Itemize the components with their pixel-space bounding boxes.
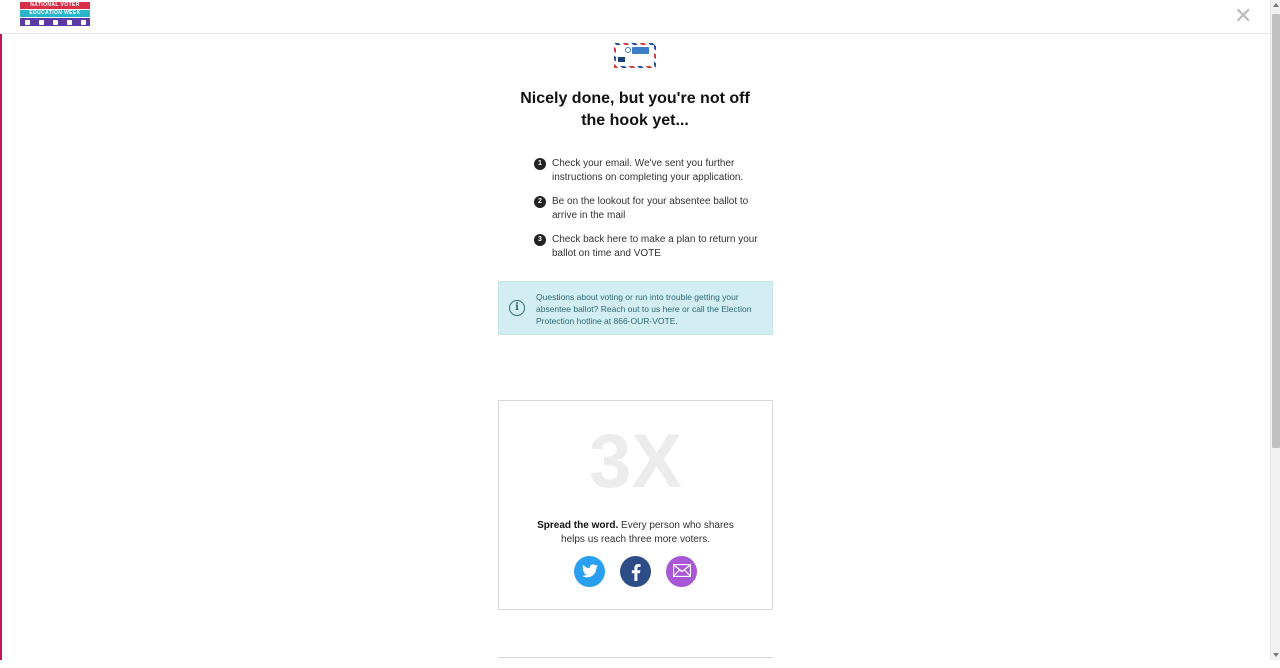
step-item [534,233,764,261]
help-info-text[interactable]: Questions about voting or run into trouble getting your absentee ballot? Reach out to us here or call the Election Protection hotline at 866-OUR-VOTE. [536,292,752,326]
step-item [534,157,764,185]
step-text: Check your email. We've sent you further instructions on completing your application. [552,158,744,183]
info-icon: i [509,300,525,316]
twitter-icon [582,564,598,578]
share-buttons [574,556,699,588]
share-message [527,519,744,547]
page-edge [0,0,2,660]
share-text: Every person who shares helps us reach three more voters. [561,520,734,545]
share-card [498,400,773,610]
share-multiplier: 3X [589,419,682,504]
facebook-share-button[interactable] [620,556,651,587]
step-number-badge: 1 [534,158,546,170]
scrollbar[interactable] [1270,0,1280,660]
next-card-top-edge [498,657,773,668]
step-text: Be on the lookout for your absentee ballot to arrive in the mail [552,196,749,221]
twitter-share-button[interactable] [574,556,605,587]
next-steps-list [534,157,764,271]
scrollbar-thumb[interactable] [1272,14,1280,448]
scroll-up-arrow-icon[interactable] [1273,3,1279,7]
email-share-button[interactable] [666,556,697,587]
step-item [534,195,764,223]
close-icon[interactable]: ✕ [1234,3,1253,28]
step-text: Check back here to make a plan to return your ballot on time and VOTE [552,234,758,259]
logo-icons [20,18,90,26]
page-title: Nicely done, but you're not off the hook yet... [520,90,750,129]
header [0,0,1270,34]
envelope-icon [614,43,656,68]
step-number-badge: 2 [534,196,546,208]
logo-line-1: NATIONAL VOTER [20,2,90,9]
logo-line-2: EDUCATION WEEK [20,10,90,17]
email-icon [673,564,691,577]
step-number-badge: 3 [534,234,546,246]
facebook-icon [631,564,641,581]
help-info-box [498,281,773,335]
share-lead: Spread the word. [537,520,619,531]
scroll-down-arrow-icon[interactable] [1273,653,1279,657]
nvew-logo[interactable] [20,2,90,27]
